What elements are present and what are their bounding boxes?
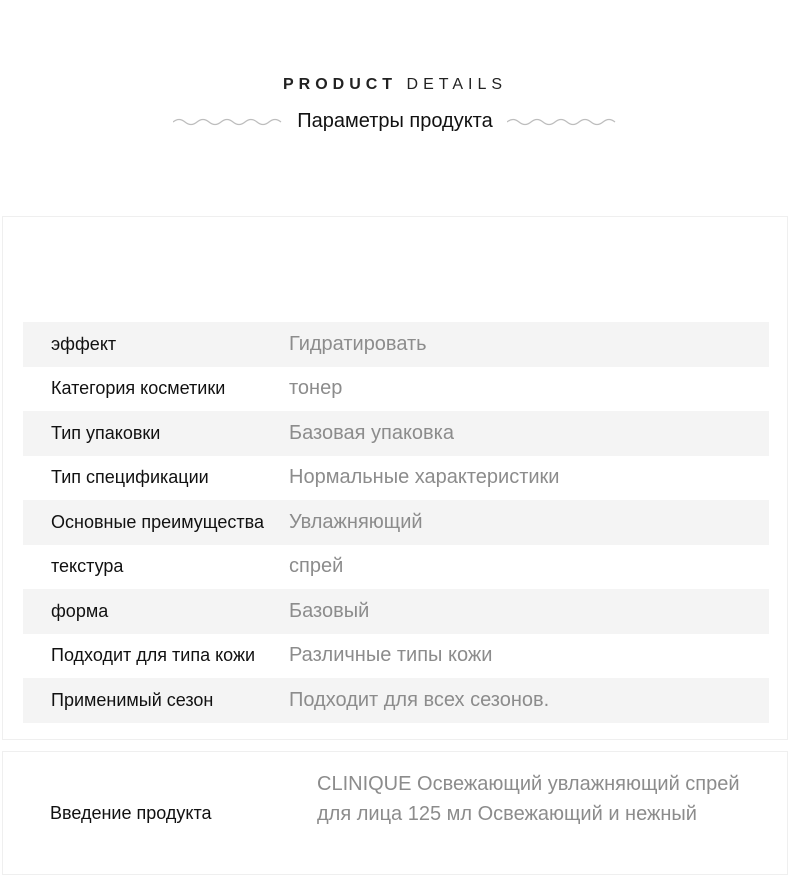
spec-key: Основные преимущества (51, 511, 265, 532)
product-intro-text: CLINIQUE Освежающий увлажняющий спрей для лица 125 мл Освежающий и нежный (317, 773, 740, 825)
wave-left-icon (173, 115, 283, 129)
spec-value: Различные типы кожи (289, 644, 493, 667)
spec-row (23, 500, 769, 545)
product-intro-panel (2, 751, 788, 875)
section-header (0, 0, 790, 200)
spec-row (23, 589, 769, 634)
spec-key: Тип спецификации (51, 467, 209, 488)
wave-right-icon (507, 115, 617, 129)
header-subtitle-row (0, 110, 790, 133)
spec-value: Базовый (289, 599, 370, 622)
spec-key: Применимый сезон (51, 689, 214, 710)
spec-key: текстура (51, 556, 124, 577)
spec-value: Нормальные характеристики (289, 466, 560, 489)
spec-panel (2, 216, 788, 740)
spec-value: тонер (289, 377, 343, 400)
header-title-en-light: DETAILS (406, 76, 508, 93)
spec-table (23, 322, 769, 723)
spec-row (23, 367, 769, 412)
spec-value: спрей (289, 555, 344, 578)
spec-row (23, 322, 769, 367)
spec-value: Базовая упаковка (289, 421, 454, 444)
spec-key: Подходит для типа кожи (51, 645, 256, 666)
header-title-en-bold: PRODUCT (282, 76, 398, 93)
spec-value: Увлажняющий (289, 510, 423, 533)
spec-key: форма (51, 600, 109, 621)
spec-row (23, 678, 769, 723)
header-title-ru: Параметры продукта (297, 110, 493, 132)
spec-key: Категория косметики (51, 378, 226, 399)
spec-key: Тип упаковки (51, 422, 161, 443)
header-title-en (0, 76, 790, 94)
spec-row (23, 634, 769, 679)
spec-value: Гидратировать (289, 332, 427, 355)
spec-key: эффект (51, 333, 117, 354)
spec-row (23, 456, 769, 501)
spec-row (23, 545, 769, 590)
spec-row (23, 411, 769, 456)
product-intro-label: Введение продукта (50, 803, 212, 823)
spec-value: Подходит для всех сезонов. (289, 688, 550, 711)
